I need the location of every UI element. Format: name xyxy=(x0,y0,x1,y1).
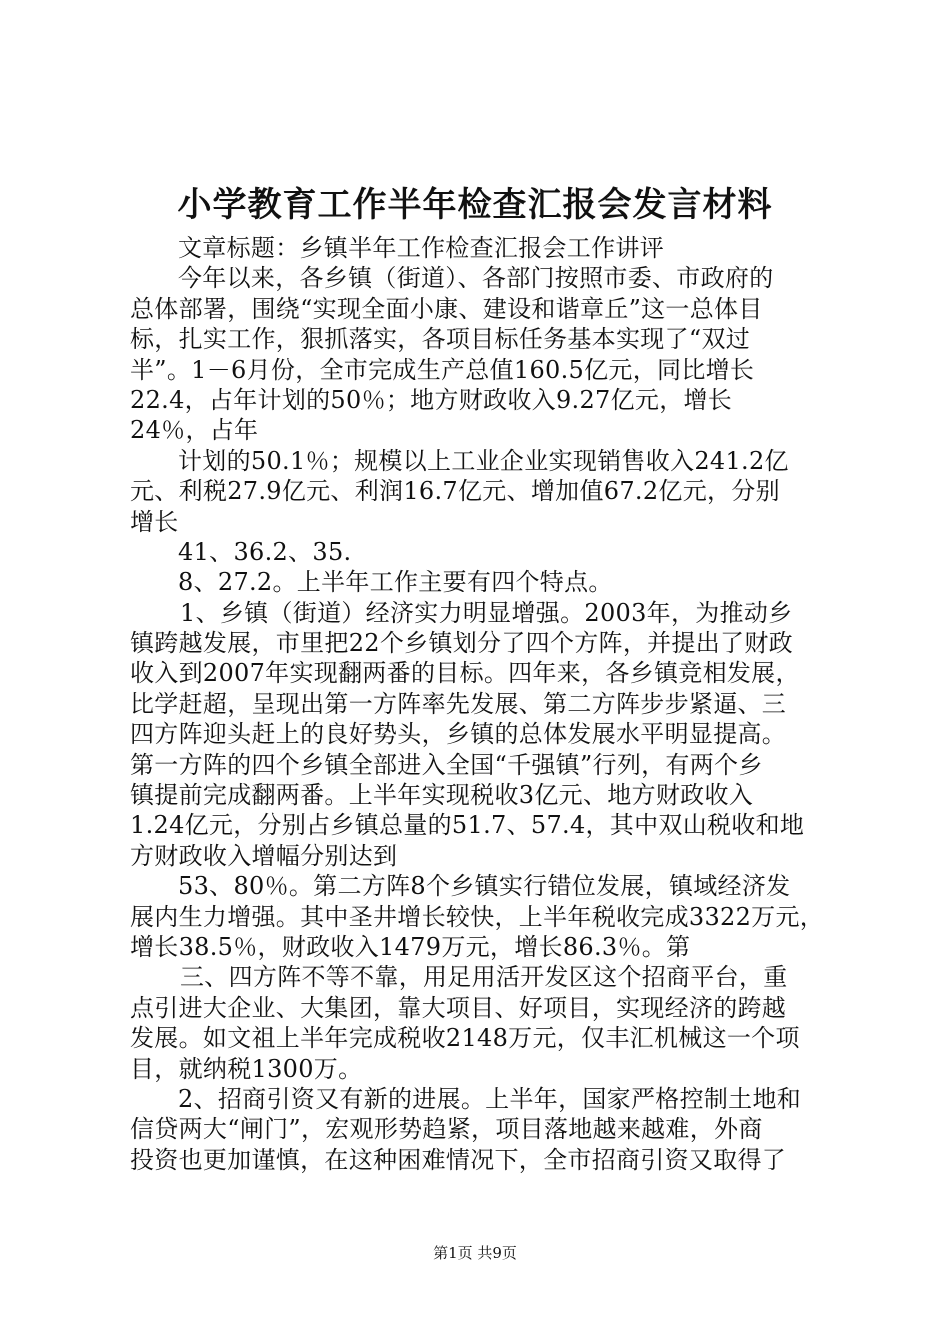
body-line: 总体部署，围绕“实现全面小康、建设和谐章丘”这一总体目 xyxy=(130,294,763,323)
body-line: 24％，占年 xyxy=(130,416,259,445)
body-line: 元、利税27.9亿元、利润16.7亿元、增加值67.2亿元，分别 xyxy=(130,477,780,506)
body-line: 1.24亿元，分别占乡镇总量的51.7、57.4，其中双山税收和地 xyxy=(130,811,805,840)
body-line: 今年以来，各乡镇（街道）、各部门按照市委、市政府的 xyxy=(178,264,774,293)
document-title: 小学教育工作半年检查汇报会发言材料 xyxy=(177,185,773,225)
body-line: 增长38.5％，财政收入1479万元，增长86.3％。第 xyxy=(130,932,691,961)
body-line: 比学赶超，呈现出第一方阵率先发展、第二方阵步步紧逼、三 xyxy=(130,689,787,718)
body-line: 发展。如文祖上半年完成税收2148万元，仅丰汇机械这一个项 xyxy=(130,1024,800,1053)
body-line: 53、80％。第二方阵8个乡镇实行错位发展，镇域经济发 xyxy=(178,872,791,901)
body-line: 镇跨越发展，市里把22个乡镇划分了四个方阵，并提出了财政 xyxy=(130,629,793,658)
body-line: 镇提前完成翻两番。上半年实现税收3亿元、地方财政收入 xyxy=(130,781,754,810)
body-line: 2、招商引资又有新的进展。上半年，国家严格控制土地和 xyxy=(178,1084,802,1113)
body-line: 1、乡镇（街道）经济实力明显增强。2003年，为推动乡 xyxy=(180,598,793,627)
body-line: 第一方阵的四个乡镇全部进入全国“千强镇”行列，有两个乡 xyxy=(130,750,763,779)
body-line: 三、四方阵不等不靠，用足用活开发区这个招商平台，重 xyxy=(180,963,788,992)
page-number-footer: 第1页 共9页 xyxy=(433,1244,517,1262)
body-line: 点引进大企业、大集团，靠大项目、好项目，实现经济的跨越 xyxy=(130,993,787,1022)
body-line: 标，扎实工作，狠抓落实，各项目标任务基本实现了“双过 xyxy=(130,325,751,354)
document-body xyxy=(130,233,835,1175)
body-line: 8、27.2。上半年工作主要有四个特点。 xyxy=(178,568,613,597)
body-line: 41、36.2、35. xyxy=(178,537,352,566)
body-line: 收入到2007年实现翻两番的目标。四年来，各乡镇竞相发展， xyxy=(130,659,800,688)
body-line: 增长 xyxy=(130,507,179,536)
body-line: 方财政收入增幅分别达到 xyxy=(130,841,398,870)
body-line: 目，就纳税1300万。 xyxy=(130,1054,363,1083)
body-line: 投资也更加谨慎，在这种困难情况下，全市招商引资又取得了 xyxy=(130,1145,787,1174)
body-line: 计划的50.1％；规模以上工业企业实现销售收入241.2亿 xyxy=(178,446,789,475)
body-line: 文章标题：乡镇半年工作检查汇报会工作讲评 xyxy=(178,234,664,262)
body-line: 四方阵迎头赶上的良好势头，乡镇的总体发展水平明显提高。 xyxy=(130,720,787,749)
body-line: 半”。1－6月份，全市完成生产总值160.5亿元，同比增长 xyxy=(130,355,755,384)
body-line: 信贷两大“闸门”，宏观形势趋紧，项目落地越来越难，外商 xyxy=(130,1115,763,1144)
body-line: 展内生力增强。其中圣井增长较快，上半年税收完成3322万元， xyxy=(130,902,825,931)
body-line: 22.4，占年计划的50％；地方财政收入9.27亿元，增长 xyxy=(130,385,733,414)
